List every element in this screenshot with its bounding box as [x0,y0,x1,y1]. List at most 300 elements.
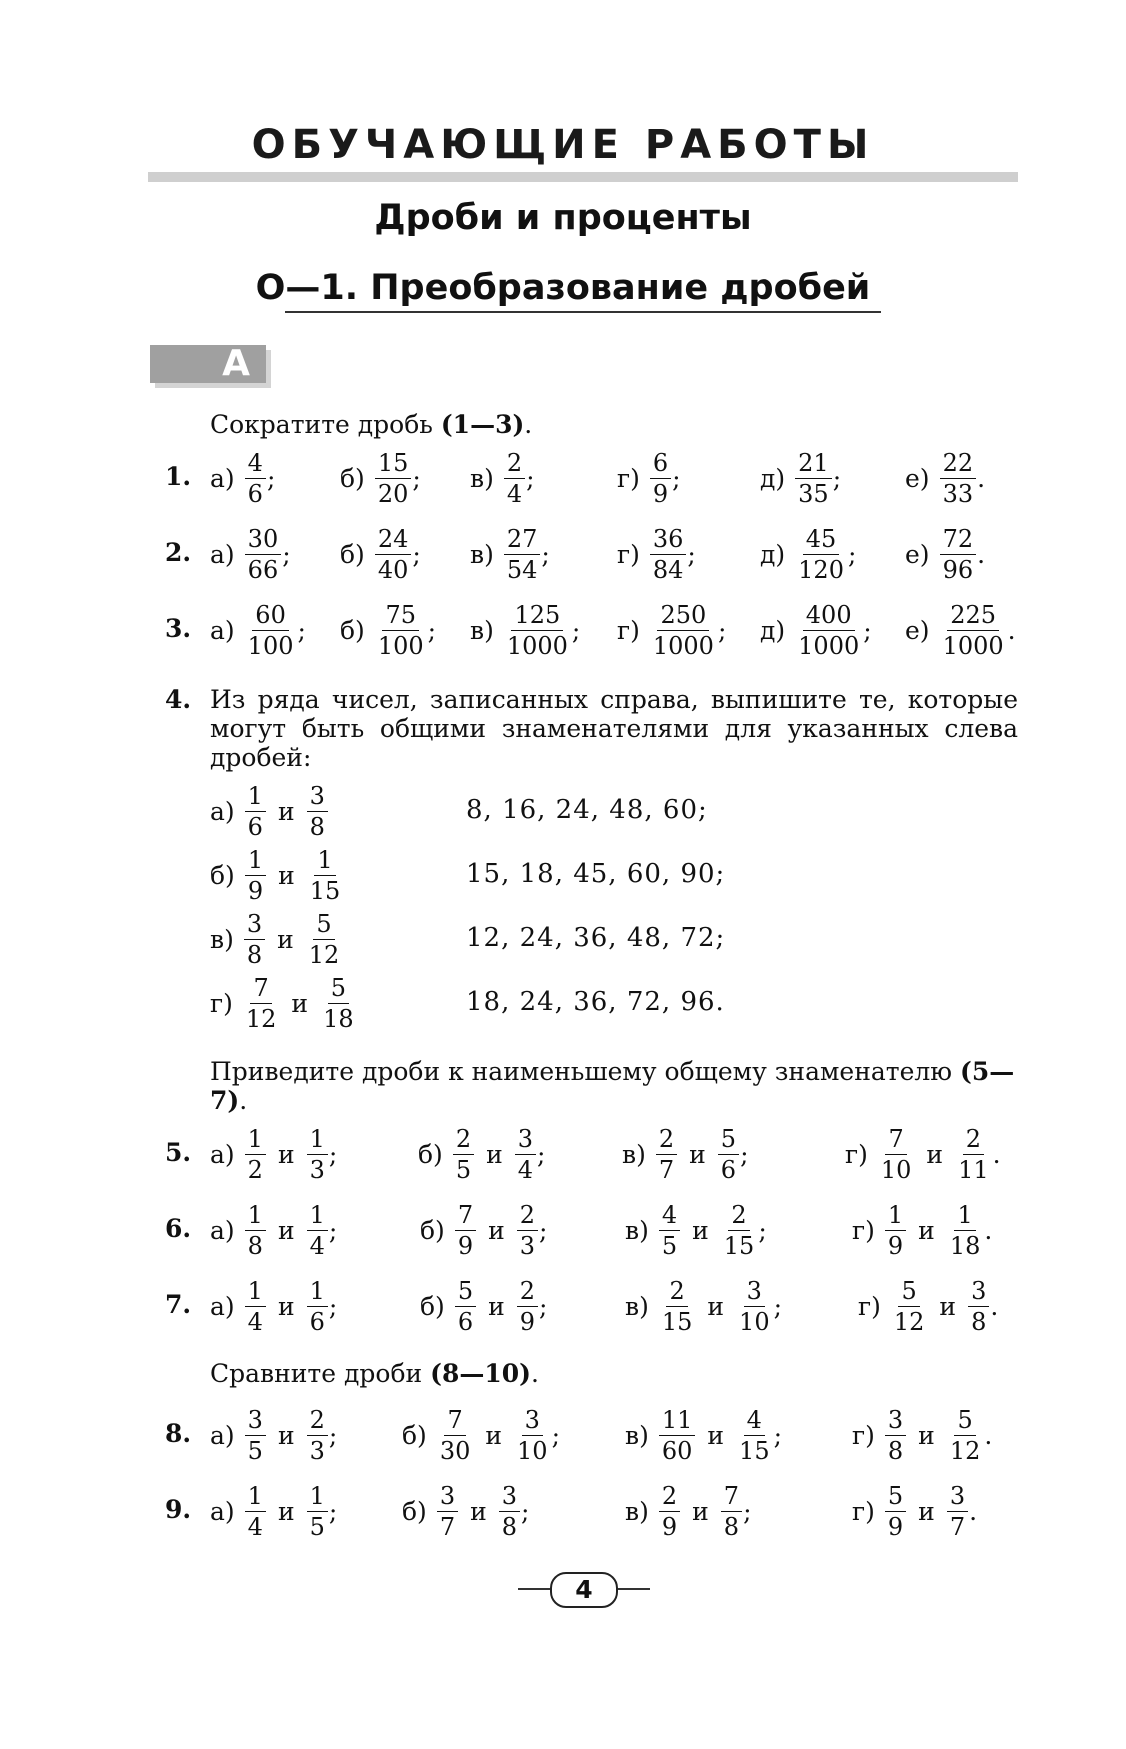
punctuation: ; [743,1496,752,1526]
problem-number: 9. [165,1495,192,1524]
fraction-numerator: 36 [650,527,687,555]
punctuation: . [977,463,986,493]
conjunction: и [470,1496,487,1526]
item-label: г) [852,1496,875,1526]
item-label: а) [210,463,235,493]
item-label: б) [420,1215,445,1245]
problem-number: 6. [165,1214,192,1243]
fraction-numerator: 5 [954,1408,975,1436]
fraction [650,524,687,584]
fraction [245,600,297,660]
fraction-numerator: 21 [795,451,832,479]
fraction [721,1200,758,1260]
fraction [245,1276,266,1336]
punctuation: ; [328,1215,338,1245]
item-label: б) [340,615,365,645]
fraction [947,1405,984,1465]
fraction-denominator: 6 [247,812,263,841]
fraction-denominator: 11 [958,1155,989,1184]
fraction-numerator: 3 [885,1408,906,1436]
fraction-numerator: 1 [307,1484,328,1512]
problem-number: 7. [165,1290,192,1319]
fraction [453,1124,474,1184]
fraction-pair [858,1278,998,1334]
punctuation: ; [328,1420,338,1450]
conjunction: и [692,1496,709,1526]
exercise-item [617,602,726,658]
fraction-pair [418,1126,545,1182]
item-label: в) [625,1420,649,1450]
fraction-numerator: 225 [947,603,999,631]
instruction-compare: Сравните дроби (8—10). [210,1359,539,1388]
exercise-item [905,450,985,506]
fraction-pair [210,1407,337,1463]
fraction-denominator: 15 [309,876,341,905]
fraction-denominator: 100 [247,631,294,660]
fraction [320,973,357,1033]
fraction-denominator: 4 [247,1512,263,1541]
fraction-numerator: 2 [656,1127,677,1155]
punctuation: . [984,1215,993,1245]
fraction [940,524,977,584]
punctuation: ; [773,1420,783,1450]
fraction [245,1405,266,1465]
fraction-numerator: 2 [666,1279,687,1307]
fraction [795,600,862,660]
denominator-candidates: 8, 16, 24, 48, 60; [466,795,708,825]
exercise-item [760,450,841,506]
fraction [307,781,328,841]
fraction [955,1124,992,1184]
page-main-title: ОБУЧАЮЩИЕ РАБОТЫ [251,122,875,168]
fraction-denominator: 40 [377,555,409,584]
item-label: г) [210,988,233,1018]
item-label: в) [470,615,494,645]
fraction-numerator: 5 [313,912,334,940]
fraction [504,524,541,584]
conjunction: и [689,1139,706,1169]
item-label: а) [210,1215,235,1245]
conjunction: и [488,1215,505,1245]
fraction-denominator: 10 [739,1307,770,1336]
fraction-denominator: 1000 [798,631,860,660]
fraction-denominator: 5 [309,1512,325,1541]
fraction-pair [402,1407,560,1463]
fraction-pair [402,1483,529,1539]
item-label: е) [905,539,930,569]
fraction [437,1481,458,1541]
conjunction: и [277,924,294,954]
fraction [437,1405,474,1465]
fraction-denominator: 8 [971,1307,987,1336]
item-label: д) [760,463,786,493]
punctuation: ; [539,1291,548,1321]
fraction-denominator: 1000 [942,631,1004,660]
fraction-numerator: 7 [885,1127,906,1155]
fraction-numerator: 7 [455,1203,476,1231]
item-label: в) [470,463,494,493]
fraction [718,1124,739,1184]
punctuation: ; [328,1139,338,1169]
fraction-numerator: 1 [314,848,335,876]
fraction-numerator: 1 [245,848,266,876]
conjunction: и [707,1291,725,1321]
fraction-denominator: 8 [723,1512,740,1541]
fraction-pair [210,847,343,903]
fraction-numerator: 27 [504,527,541,555]
item-label: а) [210,539,235,569]
fraction [885,1405,906,1465]
conjunction: и [692,1215,709,1245]
fraction-numerator: 2 [963,1127,984,1155]
fraction [375,448,412,508]
punctuation: ; [717,615,727,645]
fraction [891,1276,928,1336]
fraction [245,1200,266,1260]
fraction [243,973,280,1033]
fraction-denominator: 18 [949,1231,981,1260]
exercise-item [340,450,421,506]
fraction-numerator: 1 [245,1279,266,1307]
exercise-item [617,526,696,582]
fraction-denominator: 35 [798,479,829,508]
exercise-item [210,526,291,582]
fraction-numerator: 24 [375,527,412,555]
item-label: б) [340,463,365,493]
conjunction: и [277,1420,295,1450]
item-label: а) [210,796,235,826]
fraction-denominator: 9 [457,1231,474,1260]
item-label: в) [622,1139,646,1169]
item-label: б) [210,860,235,890]
conjunction: и [918,1215,935,1245]
item-label: а) [210,1291,235,1321]
fraction-numerator: 3 [307,784,328,812]
instruction-common-denominator: Приведите дроби к наименьшему общему знаменателю (5—7). [210,1057,1015,1115]
exercise-item [760,602,872,658]
punctuation: ; [537,1139,546,1169]
punctuation: . [992,1139,1001,1169]
fraction [795,448,832,508]
item-label: в) [625,1496,649,1526]
fraction-denominator: 9 [887,1512,904,1541]
fraction-pair [420,1278,547,1334]
fraction-pair [625,1407,782,1463]
fraction-pair [420,1202,547,1258]
fraction-numerator: 7 [721,1484,742,1512]
conjunction: и [278,860,295,890]
fraction [885,1200,906,1260]
fraction-denominator: 10 [517,1436,548,1465]
fraction-denominator: 96 [942,555,974,584]
fraction-numerator: 75 [382,603,419,631]
item-label: б) [402,1420,427,1450]
fraction-numerator: 5 [898,1279,919,1307]
fraction-denominator: 8 [501,1512,518,1541]
fraction-numerator: 7 [250,976,271,1004]
fraction-denominator: 8 [246,940,263,969]
item-label: б) [402,1496,427,1526]
fraction-denominator: 8 [309,812,325,841]
fraction-denominator: 5 [661,1231,678,1260]
fraction-denominator: 60 [661,1436,693,1465]
fraction-numerator: 1 [307,1279,328,1307]
fraction-pair [210,1202,337,1258]
fraction-numerator: 3 [245,1408,266,1436]
fraction-denominator: 3 [309,1155,325,1184]
conjunction: и [939,1291,957,1321]
punctuation: ; [412,539,421,569]
fraction-numerator: 4 [245,451,266,479]
fraction [307,1200,328,1260]
punctuation: . [969,1496,978,1526]
punctuation: ; [328,1496,338,1526]
fraction [795,524,847,584]
fraction-pair [852,1202,992,1258]
item-label: а) [210,615,235,645]
item-label: а) [210,1139,235,1169]
exercise-item [340,526,421,582]
fraction [514,1405,551,1465]
fraction-numerator: 250 [657,603,709,631]
item-label: г) [852,1215,875,1245]
fraction [947,1200,984,1260]
fraction-numerator: 1 [245,1484,266,1512]
section-rule [285,311,881,313]
conjunction: и [488,1291,505,1321]
punctuation: ; [863,615,872,645]
fraction-denominator: 15 [661,1307,693,1336]
item-label: д) [760,615,786,645]
title-rule [148,172,1018,182]
fraction-numerator: 3 [499,1484,520,1512]
punctuation: ; [282,539,291,569]
conjunction: и [277,1139,295,1169]
conjunction: и [918,1420,935,1450]
fraction-denominator: 1000 [506,631,568,660]
fraction-denominator: 7 [439,1512,456,1541]
fraction-denominator: 12 [245,1004,277,1033]
fraction-denominator: 4 [247,1307,263,1336]
fraction-denominator: 54 [506,555,538,584]
level-badge [150,345,266,383]
fraction [504,600,571,660]
item-label: г) [845,1139,868,1169]
fraction-denominator: 12 [893,1307,925,1336]
exercise-item [210,602,306,658]
fraction [940,600,1007,660]
fraction-numerator: 400 [803,603,855,631]
fraction [656,1124,677,1184]
fraction [517,1276,538,1336]
fraction [650,600,717,660]
punctuation: ; [551,1420,561,1450]
fraction-numerator: 125 [511,603,563,631]
fraction [878,1124,915,1184]
fraction [968,1276,989,1336]
fraction-denominator: 8 [247,1231,263,1260]
item-label: г) [852,1420,875,1450]
fraction-denominator: 6 [247,479,263,508]
fraction-numerator: 3 [437,1484,458,1512]
fraction [245,1124,266,1184]
fraction-denominator: 12 [308,940,340,969]
problem-number: 4. [165,685,192,714]
fraction-numerator: 60 [252,603,289,631]
fraction-denominator: 9 [519,1307,536,1336]
fraction-numerator: 3 [244,912,265,940]
item-label: е) [905,463,930,493]
fraction-numerator: 3 [744,1279,765,1307]
fraction-denominator: 4 [517,1155,534,1184]
exercise-item [470,526,550,582]
punctuation: . [990,1291,999,1321]
fraction-numerator: 2 [517,1279,538,1307]
fraction-numerator: 1 [307,1203,328,1231]
fraction-denominator: 1000 [652,631,714,660]
fraction-numerator: 7 [444,1408,465,1436]
fraction [947,1481,968,1541]
fraction-denominator: 100 [377,631,424,660]
page-number: 4 [550,1572,618,1608]
fraction-numerator: 1 [245,1127,266,1155]
fraction [245,448,266,508]
fraction-pair [625,1483,752,1539]
fraction-denominator: 12 [949,1436,981,1465]
exercise-item [905,526,985,582]
fraction [244,909,265,969]
fraction-denominator: 9 [887,1231,904,1260]
page-subtitle: Дроби и проценты [374,198,752,238]
punctuation: ; [740,1139,749,1169]
fraction-denominator: 5 [455,1155,472,1184]
punctuation: ; [539,1215,548,1245]
problem-number: 1. [165,462,192,491]
fraction-denominator: 66 [247,555,279,584]
fraction-numerator: 15 [375,451,412,479]
punctuation: ; [297,615,306,645]
conjunction: и [277,1215,295,1245]
fraction-pair [852,1407,992,1463]
fraction-denominator: 10 [880,1155,912,1184]
fraction-pair [210,975,357,1031]
conjunction: и [291,988,309,1018]
fraction-denominator: 20 [377,479,409,508]
page-number-rule-left [518,1588,552,1590]
fraction [517,1200,538,1260]
item-label: б) [340,539,365,569]
fraction [375,600,427,660]
fraction-numerator: 22 [940,451,977,479]
problem-4-text: Из ряда чисел, записанных справа, выпишите те, которые могут быть общими знаменателями для указанных слева дробей: [210,685,1018,772]
problem-number: 2. [165,538,192,567]
fraction-numerator: 5 [328,976,349,1004]
fraction-numerator: 1 [954,1203,975,1231]
fraction [736,1405,773,1465]
item-label: в) [470,539,494,569]
fraction-numerator: 2 [517,1203,538,1231]
item-label: е) [905,615,930,645]
item-label: в) [625,1291,649,1321]
fraction-pair [622,1126,749,1182]
punctuation: . [984,1420,993,1450]
fraction-numerator: 45 [803,527,840,555]
punctuation: ; [412,463,421,493]
fraction [455,1200,476,1260]
fraction [515,1124,536,1184]
item-label: а) [210,1496,235,1526]
exercise-item [760,526,856,582]
fraction-denominator: 30 [439,1436,471,1465]
fraction-numerator: 1 [885,1203,906,1231]
item-label: г) [617,615,640,645]
punctuation: ; [328,1291,338,1321]
fraction-pair [845,1126,1001,1182]
fraction [306,909,343,969]
item-label: а) [210,1420,235,1450]
conjunction: и [918,1496,935,1526]
conjunction: и [707,1420,725,1450]
conjunction: и [277,1291,295,1321]
problem-number: 8. [165,1419,192,1448]
punctuation: ; [526,463,535,493]
punctuation: ; [571,615,581,645]
fraction-numerator: 3 [968,1279,989,1307]
punctuation: ; [687,539,696,569]
punctuation: ; [773,1291,783,1321]
fraction-pair [625,1202,767,1258]
fraction-denominator: 4 [506,479,523,508]
fraction-denominator: 9 [247,876,264,905]
fraction [650,448,671,508]
fraction [455,1276,476,1336]
fraction-numerator: 2 [728,1203,749,1231]
punctuation: ; [847,539,857,569]
fraction-denominator: 33 [942,479,974,508]
fraction-denominator: 3 [309,1436,325,1465]
fraction-pair [210,783,328,839]
fraction [721,1481,742,1541]
fraction-denominator: 7 [949,1512,966,1541]
conjunction: и [926,1139,944,1169]
fraction-denominator: 84 [652,555,684,584]
fraction [245,781,266,841]
punctuation: ; [541,539,550,569]
conjunction: и [485,1420,503,1450]
fraction-denominator: 15 [739,1436,770,1465]
punctuation: . [977,539,986,569]
fraction-numerator: 2 [307,1408,328,1436]
conjunction: и [277,796,295,826]
item-label: г) [617,463,640,493]
punctuation: ; [832,463,842,493]
fraction-pair [210,1483,337,1539]
fraction-denominator: 4 [309,1231,325,1260]
exercise-item [617,450,681,506]
fraction-denominator: 3 [519,1231,536,1260]
problem-number: 3. [165,614,192,643]
item-label: д) [760,539,786,569]
denominator-candidates: 15, 18, 45, 60, 90; [466,859,726,889]
fraction-numerator: 3 [515,1127,536,1155]
fraction [659,1481,680,1541]
conjunction: и [486,1139,503,1169]
fraction [659,1405,696,1465]
denominator-candidates: 18, 24, 36, 72, 96. [466,987,725,1017]
fraction-denominator: 9 [661,1512,678,1541]
fraction [245,524,282,584]
instruction-reduce: Сократите дробь (1—3). [210,410,533,439]
